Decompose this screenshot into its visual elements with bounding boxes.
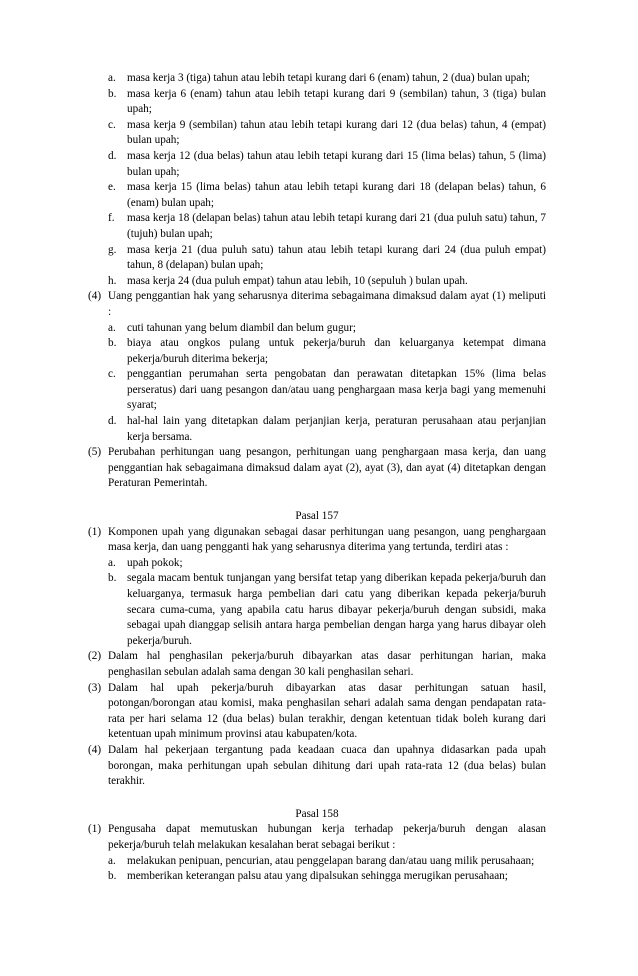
paragraph-number: (1) [88,525,102,538]
list-item [0,87,638,118]
pasal-157-paragraph-2 [0,649,638,680]
list-text: upah pokok; [127,556,183,569]
list-text: cuti tahunan yang belum diambil dan belum gugur; [127,321,356,334]
paragraph-number: (1) [88,823,102,836]
list-text: masa kerja 9 (sembilan) tahun atau lebih tetapi kurang dari 12 (dua belas) tahun, 4 (empat) bulan upah; [127,118,546,147]
section-heading-pasal-157: Pasal 157 [295,510,339,523]
list-item [0,336,638,367]
paragraph-number: (4) [88,290,102,303]
list-marker: a. [108,854,116,867]
list-text: masa kerja 12 (dua belas) tahun atau lebih tetapi kurang dari 15 (lima belas) tahun, 5 (lima) bulan upah; [127,149,546,178]
list-item [0,367,638,414]
list-text: masa kerja 6 (enam) tahun atau lebih tetapi kurang dari 9 (sembilan) tahun, 3 (tiga) bulan upah; [127,87,546,116]
list-item [0,571,638,649]
list-marker: b. [108,337,117,350]
list-marker: h. [108,274,117,287]
list-text: biaya atau ongkos pulang untuk pekerja/buruh dan keluarganya ketempat dimana pekerja/buruh diterima bekerja; [127,337,546,365]
list-item [0,556,638,572]
list-text: memberikan keterangan palsu atau yang dipalsukan sehingga merugikan perusahaan; [127,870,508,883]
pasal-158-paragraph-1 [0,822,638,853]
list-marker: a. [108,556,116,569]
list-marker: b. [108,870,117,883]
list-item [0,211,638,242]
list-marker: d. [108,149,117,162]
pasal-157-paragraph-1 [0,525,638,556]
list-item [0,414,638,445]
paragraph-number: (5) [88,446,102,459]
paragraph-text: Pengusaha dapat memutuskan hubungan kerja terhadap pekerja/buruh dengan alasan pekerja/buruh telah melakukan kesalahan berat sebagai berikut : [108,823,546,851]
list-marker: c. [108,368,116,381]
list-item [0,149,638,180]
paragraph-number: (2) [88,650,102,663]
list-marker: d. [108,415,117,428]
paragraph-text: Dalam hal penghasilan pekerja/buruh dibayarkan atas dasar perhitungan harian, maka penghasilan sebulan adalah sama dengan 30 kali penghasilan sehari. [108,650,546,678]
paragraph-text: Dalam hal pekerjaan tergantung pada keadaan cuaca dan upahnya didasarkan pada upah borongan, maka perhitungan upah sebulan dihitung dari upah rata-rata 12 (dua belas) bulan terakhir. [108,743,546,788]
list-text: segala macam bentuk tunjangan yang bersifat tetap yang diberikan kepada pekerja/buruh dan keluarganya, termasuk harga pembelian dari catu yang diberikan kepada pekerja/buruh secara cuma-cuma, yang apabila catu harus dibayar pekerja/buruh dengan subsidi, maka sebagai upah dianggap selisih antara harga pembelian dengan harga yang harus dibayar oleh pekerja/buruh. [127,572,546,647]
list-item [0,71,638,87]
paragraph-5 [0,445,638,492]
list-marker: e. [108,181,116,194]
paragraph-number: (3) [88,681,102,694]
list-item [0,180,638,211]
list-item [0,321,638,337]
paragraph-text: Perubahan perhitungan uang pesangon, perhitungan uang penghargaan masa kerja, dan uang penggantian hak sebagaimana dimaksud dalam ayat (2), ayat (3), dan ayat (4) ditetapkan dengan Peraturan Pemerintah. [108,446,546,490]
list-text: masa kerja 24 (dua puluh empat) tahun atau lebih, 10 (sepuluh ) bulan upah. [127,274,468,287]
paragraph-text: Dalam hal upah pekerja/buruh dibayarkan atas dasar perhitungan satuan hasil, potongan/borongan atau komisi, maka penghasilan sehari adalah sama dengan pendapatan rata-rata per hari selama 12 (dua belas) bulan terakhir, dengan ketentuan tidak boleh kurang dari ketentuan upah minimum provinsi atau kabupaten/kota. [108,681,546,741]
list-text: penggantian perumahan serta pengobatan dan perawatan ditetapkan 15% (lima belas perseratus) dari uang pesangon dan/atau uang penghargaan masa kerja bagi yang memenuhi syarat; [127,368,546,412]
list-marker: b. [108,87,117,100]
list-text: hal-hal lain yang ditetapkan dalam perjanjian kerja, peraturan perusahaan atau perjanjian kerja bersama. [127,415,546,443]
list-marker: c. [108,118,116,131]
list-marker: a. [108,321,116,334]
list-marker: g. [108,243,117,256]
list-marker: b. [108,572,117,585]
list-text: masa kerja 15 (lima belas) tahun atau lebih tetapi kurang dari 18 (delapan belas) tahun, 6 (enam) bulan upah; [127,181,546,209]
list-marker: f. [108,212,115,225]
paragraph-text: Uang penggantian hak yang seharusnya diterima sebagaimana dimaksud dalam ayat (1) meliputi : [108,290,546,318]
paragraph-number: (4) [88,743,102,756]
section-heading-pasal-158: Pasal 158 [295,807,339,820]
pasal-157-paragraph-3 [0,681,638,743]
severance-schedule-list [0,71,638,289]
list-text: melakukan penipuan, pencurian, atau penggelapan barang dan/atau uang milik perusahaan; [127,854,535,867]
pasal-157-paragraph-4 [0,743,638,790]
list-marker: a. [108,72,116,84]
list-item [0,869,638,885]
list-text: masa kerja 18 (delapan belas) tahun atau lebih tetapi kurang dari 21 (dua puluh satu) tahun, 7 (tujuh) bulan upah; [127,212,546,240]
list-text: masa kerja 21 (dua puluh satu) tahun atau lebih tetapi kurang dari 24 (dua puluh empat) tahun, 8 (delapan) bulan upah; [127,243,546,272]
list-item [0,274,638,290]
list-text: masa kerja 3 (tiga) tahun atau lebih tetapi kurang dari 6 (enam) tahun, 2 (dua) bulan upah; [127,72,530,84]
paragraph-text: Komponen upah yang digunakan sebagai dasar perhitungan uang pesangon, uang penghargaan masa kerja, dan uang pengganti hak yang seharusnya diterima yang tertunda, terdiri atas : [108,525,546,554]
list-item [0,854,638,870]
paragraph-4 [0,289,638,320]
list-item [0,118,638,149]
list-item [0,243,638,274]
